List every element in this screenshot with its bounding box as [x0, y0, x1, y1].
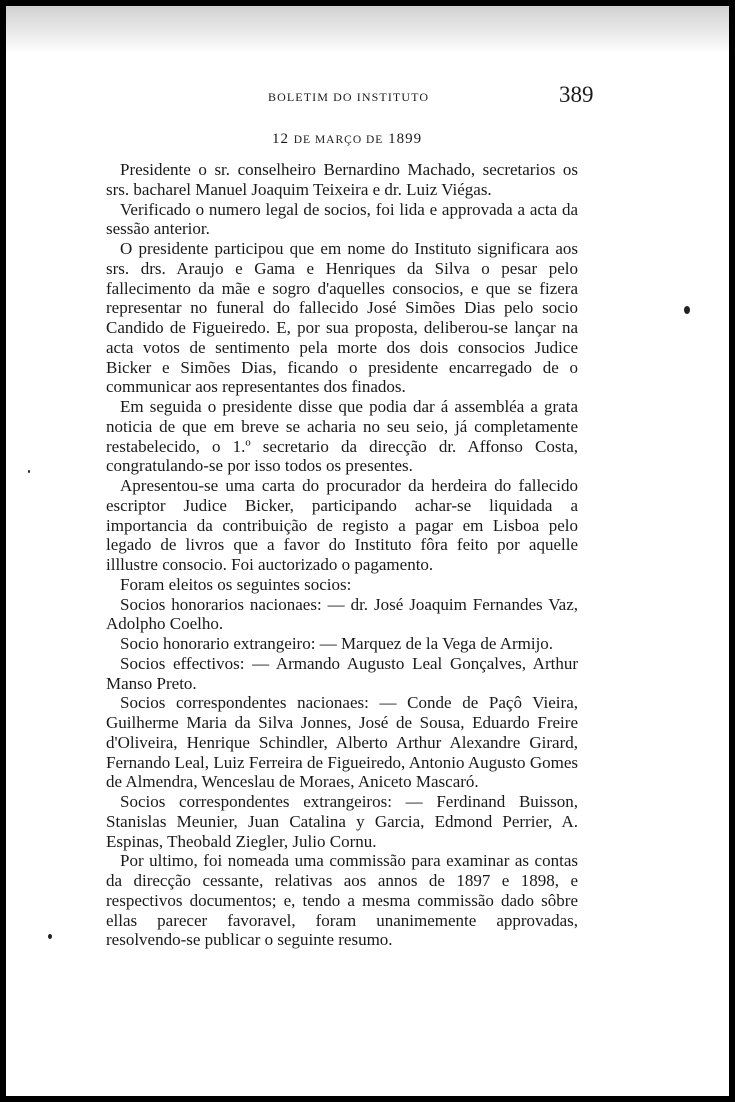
paragraph-elections-intro: Foram eleitos os seguintes socios:: [120, 574, 352, 594]
page-number: 389: [559, 82, 594, 107]
paragraph-honorary-foreign: Socio honorario extrangeiro: — Marquez de la Vega de Armijo.: [120, 634, 554, 653]
ink-speck: [684, 306, 690, 314]
session-date: [272, 131, 422, 148]
minutes-body: [106, 160, 578, 950]
paragraph-secretary-recovery: Em seguida o presidente disse que podia dar á assembléa a grata noticia de que em breve se acharia no seu seio, já completamente restabelecido, o 1.º secretario da direcção dr. Affonso Costa, congratulando-se por isso todos os presentes.: [106, 397, 578, 476]
scan-border-left: [0, 0, 6, 1102]
session-year: 1899: [388, 131, 423, 147]
paragraph-accounts-commission: Por ultimo, foi nomeada uma commissão para examinar as contas da direcção cessante, relativas aos annos de 1897 e 1898, e respectivos documentos; e, tendo a mesma commissão dado sôbre ellas parecer favoravel, foram unanimemente approvadas, resolvendo-se publicar o seguinte resumo.: [106, 851, 578, 950]
session-day: 12: [272, 131, 289, 147]
running-head: BOLETIM DO INSTITUTO: [268, 90, 430, 104]
paragraph-corresponding-foreign: Socios correspondentes extrangeiros: — Ferdinand Buisson, Stanislas Meunier, Juan Catalina y Garcia, Edmond Perrier, A. Espinas, Theobald Ziegler, Julio Cornu.: [106, 792, 578, 851]
paragraph-honorary-national: Socios honorarios nacionaes: — dr. José Joaquim Fernandes Vaz, Adolpho Coelho.: [106, 594, 578, 634]
ink-speck: [48, 934, 52, 939]
paragraph-corresponding-national: Socios correspondentes nacionaes: — Conde de Paçô Vieira, Guilherme Maria da Silva Jonnes, José de Sousa, Eduardo Freire d'Oliveira, Henrique Schindler, Alberto Arthur Alexandre Girard, Fernando Leal, Luiz Ferreira de Figueiredo, Antonio Augusto Gomes de Almendra, Wenceslau de Moraes, Aniceto Mascaró.: [106, 693, 578, 792]
scan-border-top: [0, 0, 735, 6]
scan-border-right: [729, 0, 735, 1102]
paragraph-bicker-legacy: Apresentou-se uma carta do procurador da herdeira do fallecido escriptor Judice Bicker, participando achar-se liquidada a importancia da contribuição de registo a pagar em Lisboa pelo legado de livros que a favor do Instituto fôra feito por aquelle illlustre consocio. Foi auctorizado o pagamento.: [106, 476, 578, 574]
paragraph-effective-members: Socios effectivos: — Armando Augusto Leal Gonçalves, Arthur Manso Preto.: [106, 653, 578, 693]
ink-speck: [28, 470, 30, 473]
scan-border-bottom: [0, 1096, 735, 1102]
session-month: DE MARÇO DE: [293, 134, 384, 146]
scan-shadow: [6, 6, 729, 54]
paragraph-quorum: Verificado o numero legal de socios, foi lida e approvada a acta da sessão anterior.: [106, 199, 578, 239]
paragraph-presidency: Presidente o sr. conselheiro Bernardino Machado, secretarios os srs. bacharel Manuel Joaquim Teixeira e dr. Luiz Viégas.: [106, 160, 578, 199]
paragraph-condolences: O presidente participou que em nome do Instituto significara aos srs. drs. Araujo e Gama e Henriques da Silva o pesar pelo fallecimento da mãe e sogro d'aquelles consocios, e que se fizera representar no funeral do fallecido José Simões Dias pelo socio Candido de Figueiredo. E, por sua proposta, deliberou-se lançar na acta votos de sentimento pela morte dos dois consocios Judice Bicker e Simões Dias, ficando o presidente encarregado de o communicar aos representantes dos finados.: [106, 239, 578, 397]
